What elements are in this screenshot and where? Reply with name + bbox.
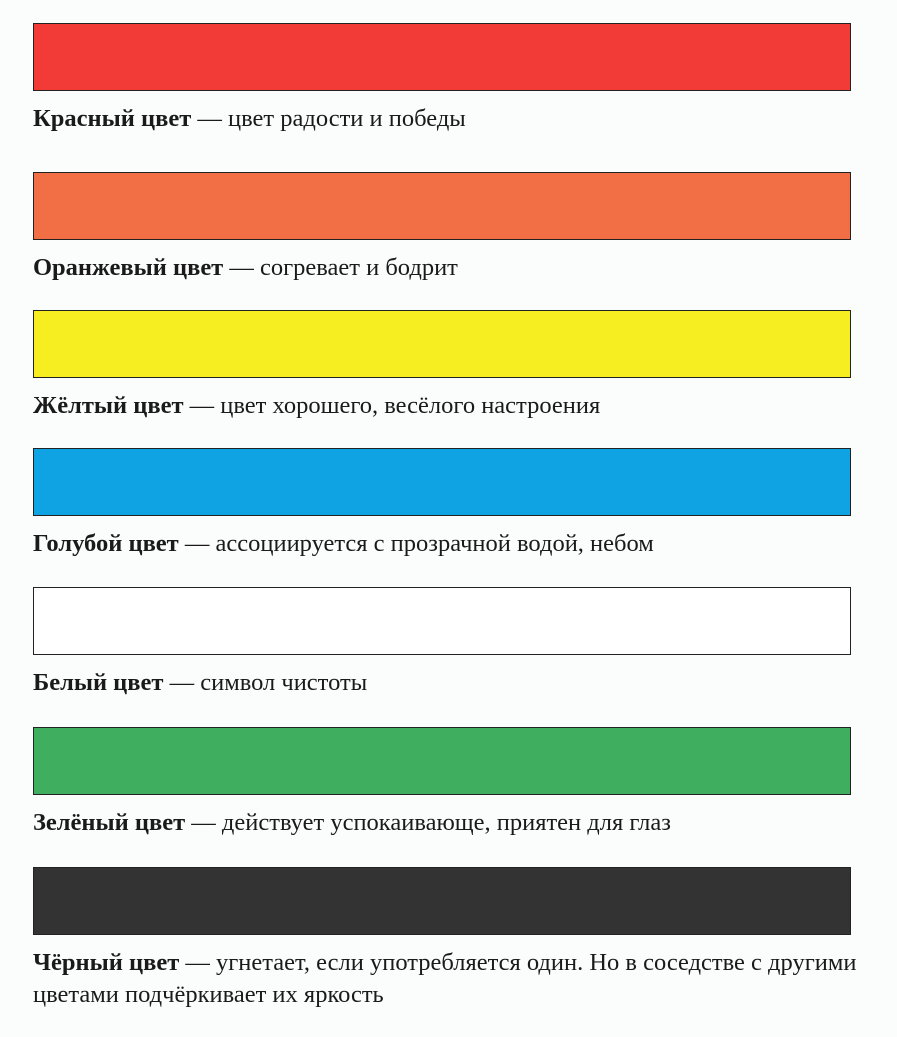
swatch-green	[33, 727, 851, 795]
swatch-white	[33, 587, 851, 655]
color-description: — цвет хорошего, весёлого настроения	[189, 392, 601, 419]
color-entry-red	[33, 23, 893, 135]
color-entry-yellow	[33, 310, 893, 422]
swatch-orange	[33, 172, 851, 240]
color-entry-white	[33, 587, 893, 699]
color-name: Красный цвет	[33, 105, 192, 132]
swatch-blue	[33, 448, 851, 516]
color-name: Зелёный цвет	[33, 809, 186, 836]
color-name: Белый цвет	[33, 669, 164, 696]
color-entry-orange	[33, 172, 893, 284]
caption-white	[33, 667, 893, 699]
color-description: — действует успокаивающе, приятен для глаз	[191, 809, 671, 836]
swatch-yellow	[33, 310, 851, 378]
color-description: — символ чистоты	[169, 669, 368, 696]
color-description: — ассоциируется с прозрачной водой, небом	[184, 530, 654, 557]
color-entry-green	[33, 727, 893, 839]
caption-yellow	[33, 390, 893, 422]
color-name: Оранжевый цвет	[33, 254, 224, 281]
caption-black	[33, 947, 873, 1011]
swatch-red	[33, 23, 851, 91]
color-description: — цвет радости и победы	[197, 105, 466, 132]
color-entry-blue	[33, 448, 893, 560]
swatch-black	[33, 867, 851, 935]
color-name: Жёлтый цвет	[33, 392, 184, 419]
color-entry-black	[33, 867, 893, 1011]
color-description: — согревает и бодрит	[229, 254, 458, 281]
caption-red	[33, 103, 893, 135]
color-name: Голубой цвет	[33, 530, 179, 557]
color-description: — угнетает, если употребляется один. Но в соседстве с другими цветами подчёркивает их яркость	[33, 949, 857, 1008]
caption-blue	[33, 528, 893, 560]
caption-orange	[33, 252, 893, 284]
caption-green	[33, 807, 893, 839]
color-name: Чёрный цвет	[33, 949, 180, 976]
